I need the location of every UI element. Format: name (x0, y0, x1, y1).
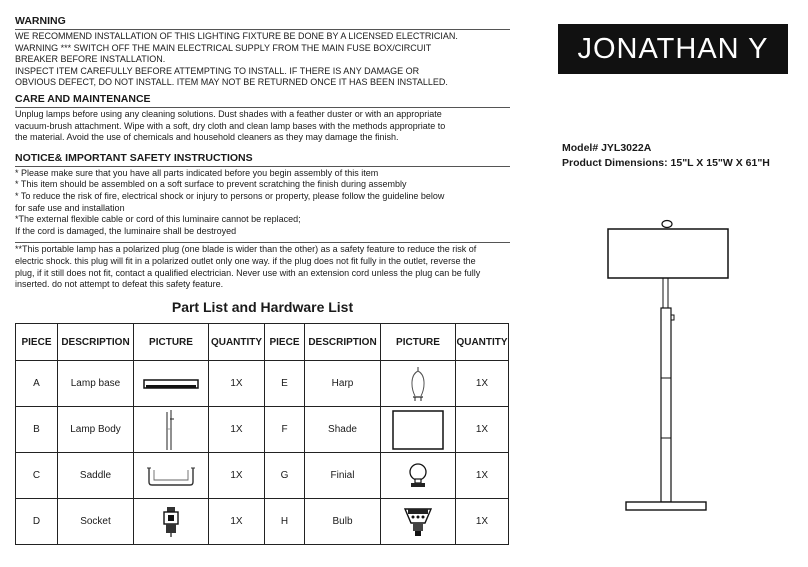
picture-cell (134, 407, 209, 453)
lamp-shade (608, 229, 728, 278)
header-piece: PIECE (16, 324, 58, 361)
piece-cell: C (16, 453, 58, 499)
harp-icon (406, 366, 430, 402)
quantity-cell: 1X (456, 453, 509, 499)
bulb-icon (403, 506, 433, 538)
piece-cell: H (265, 499, 305, 545)
warning-text (15, 31, 510, 89)
care-text (15, 109, 510, 144)
header-piece: PIECE (265, 324, 305, 361)
picture-cell (381, 407, 456, 453)
piece-cell: A (16, 361, 58, 407)
description-cell: Saddle (58, 453, 134, 499)
notice-text (15, 168, 510, 238)
picture-cell (134, 499, 209, 545)
text-line: * To reduce the risk of fire, electrical shock or injury to persons or property, please follow the guideline below (15, 190, 445, 201)
lamp-body-icon (161, 409, 181, 451)
floor-lamp-illustration-icon (600, 218, 740, 518)
description-cell: Shade (305, 407, 381, 453)
table-row (16, 453, 509, 499)
care-title: CARE AND MAINTENANCE (15, 93, 510, 108)
product-info (562, 141, 770, 171)
text-line: plug, if it still does not fit, contact a qualified electrician. Never use with an extension cord unless the plug can be fully (15, 267, 481, 278)
description-cell: Socket (58, 499, 134, 545)
header-picture: PICTURE (381, 324, 456, 361)
lamp-finial (662, 221, 672, 228)
quantity-cell: 1X (209, 407, 265, 453)
warning-title: WARNING (15, 15, 510, 30)
table-row (16, 407, 509, 453)
description-cell: Lamp Body (58, 407, 134, 453)
text-line: OBVIOUS DEFECT, DO NOT INSTALL. ITEM MAY NOT BE RETURNED ONCE IT HAS BEEN INSTALLED. (15, 77, 448, 88)
product-dimensions: Product Dimensions: 15"L X 15"W X 61"H (562, 157, 770, 169)
piece-cell: G (265, 453, 305, 499)
header-picture: PICTURE (134, 324, 209, 361)
shade-icon (392, 410, 444, 450)
header-description: DESCRIPTION (58, 324, 134, 361)
description-cell: Harp (305, 361, 381, 407)
text-line: the material. Avoid the use of chemicals and household cleaners as they may damage the finish. (15, 132, 399, 143)
quantity-cell: 1X (456, 361, 509, 407)
text-line: BREAKER BEFORE INSTALLATION. (15, 54, 166, 65)
lamp-body (661, 308, 671, 502)
notice-title: NOTICE& IMPORTANT SAFETY INSTRUCTIONS (15, 152, 510, 167)
text-line: WE RECOMMEND INSTALLATION OF THIS LIGHTING FIXTURE BE DONE BY A LICENSED ELECTRICIAN. (15, 31, 458, 41)
text-line: If the cord is damaged, the luminaire shall be destroyed (15, 225, 237, 236)
table-row (16, 499, 509, 545)
text-line: *The external flexible cable or cord of this luminaire cannot be replaced; (15, 214, 301, 225)
quantity-cell: 1X (209, 453, 265, 499)
parts-list-title: Part List and Hardware List (171, 299, 354, 315)
picture-cell (381, 499, 456, 545)
piece-cell: D (16, 499, 58, 545)
model-number: Model# JYL3022A (562, 142, 652, 154)
picture-cell (134, 361, 209, 407)
description-cell: Finial (305, 453, 381, 499)
table-header-row (16, 324, 509, 361)
quantity-cell: 1X (456, 499, 509, 545)
text-line: for safe use and installation (15, 202, 125, 213)
text-line: * This item should be assembled on a soft surface to prevent scratching the finish during assembly (15, 179, 407, 190)
text-line: INSPECT ITEM CAREFULLY BEFORE ATTEMPTING TO INSTALL. IF THERE IS ANY DAMAGE OR (15, 65, 420, 76)
text-line: Unplug lamps before using any cleaning solutions. Dust shades with a feather duster or with an appropriate (15, 108, 442, 119)
picture-cell (381, 453, 456, 499)
brand-logo: JONATHAN Y (558, 24, 788, 74)
quantity-cell: 1X (209, 499, 265, 545)
text-line: * Please make sure that you have all parts indicated before you begin assembly of this item (15, 167, 379, 178)
instructions-column (15, 15, 510, 291)
socket-icon (162, 506, 180, 538)
text-line: **This portable lamp has a polarized plug (one blade is wider than the other) as a safety feature to reduce the risk of (15, 244, 477, 255)
picture-cell (381, 361, 456, 407)
finial-icon (407, 463, 429, 489)
quantity-cell: 1X (456, 407, 509, 453)
header-quantity: QUANTITY (456, 324, 509, 361)
lamp-base-icon (143, 377, 199, 391)
lamp-base (626, 502, 706, 510)
description-cell: Bulb (305, 499, 381, 545)
table-row (16, 361, 509, 407)
saddle-icon (146, 464, 196, 488)
parts-table (15, 323, 509, 545)
piece-cell: B (16, 407, 58, 453)
text-line: WARNING *** SWITCH OFF THE MAIN ELECTRICAL SUPPLY FROM THE MAIN FUSE BOX/CIRCUIT (15, 42, 432, 53)
header-description: DESCRIPTION (305, 324, 381, 361)
quantity-cell: 1X (209, 361, 265, 407)
text-line: electric shock. this plug will fit in a polarized outlet only one way. if the plug does not fit fully in the outlet, reverse the (15, 255, 476, 266)
piece-cell: E (265, 361, 305, 407)
header-quantity: QUANTITY (209, 324, 265, 361)
text-line: inserted. do not attempt to defeat this safety feature. (15, 279, 224, 290)
description-cell: Lamp base (58, 361, 134, 407)
piece-cell: F (265, 407, 305, 453)
polarized-plug-text (15, 242, 510, 290)
text-line: vacuum-brush attachment. Wipe with a soft, dry cloth and clean lamp bases with the methods appropriate to (15, 120, 446, 131)
picture-cell (134, 453, 209, 499)
